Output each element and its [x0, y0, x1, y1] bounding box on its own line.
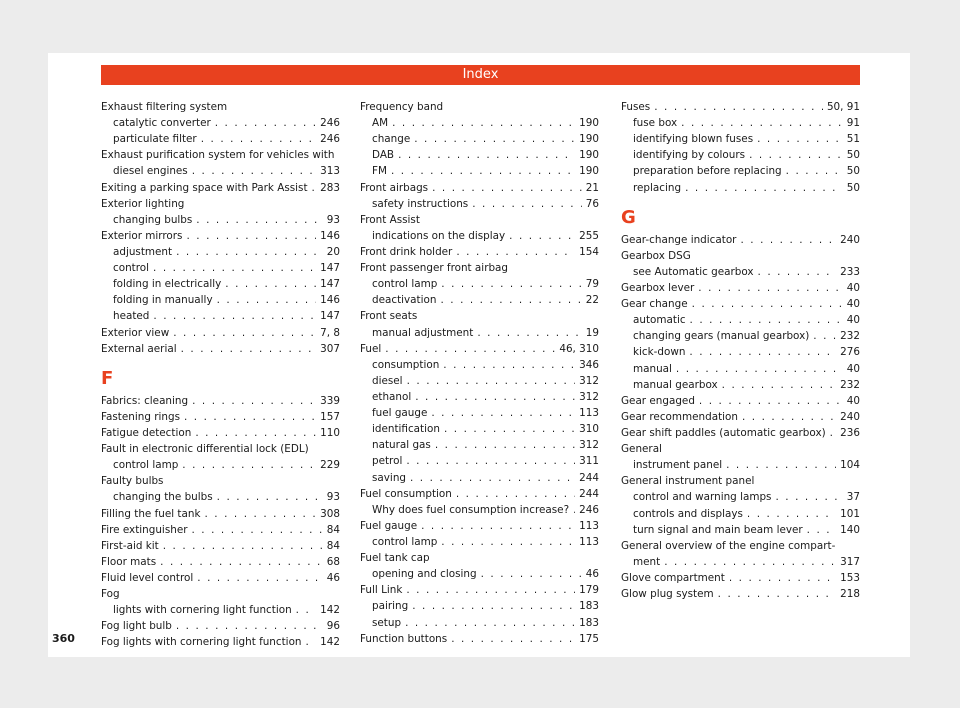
index-column-1 [101, 99, 340, 651]
index-entry: Exterior view . . . 7, 8 [101, 325, 340, 341]
index-entry: Gear change . . . 40 [621, 296, 860, 312]
index-entry: safety instructions . . . 76 [360, 196, 599, 212]
index-entry: pairing . . . 183 [360, 598, 599, 614]
index-entry: diesel . . . 312 [360, 373, 599, 389]
index-entry: changing gears (manual gearbox) . . . 232 [621, 328, 860, 344]
index-entry: control and warning lamps . . . 37 [621, 489, 860, 505]
index-entry: Fire extinguisher . . . 84 [101, 522, 340, 538]
index-entry: Exterior mirrors . . . 146 [101, 228, 340, 244]
index-entry: fuel gauge . . . 113 [360, 405, 599, 421]
index-entry: control lamp . . . 79 [360, 276, 599, 292]
index-entry: manual adjustment . . . 19 [360, 325, 599, 341]
index-entry: Fog lights with cornering light function . . . 142 [101, 634, 340, 650]
index-entry: Fuel . . . 46, 310 [360, 341, 599, 357]
index-entry: First-aid kit . . . 84 [101, 538, 340, 554]
section-letter-g: G [621, 206, 636, 228]
section-letter-f: F [101, 367, 114, 389]
index-entry: changing bulbs . . . 93 [101, 212, 340, 228]
index-entry: manual . . . 40 [621, 361, 860, 377]
index-heading: Exhaust filtering system [101, 101, 228, 113]
index-entry: Why does fuel consumption increase? . . . 246 [360, 502, 599, 518]
index-heading: Exterior lighting [101, 197, 185, 210]
index-entry: Gearbox lever . . . 40 [621, 280, 860, 296]
index-entry: see Automatic gearbox . . . 233 [621, 264, 860, 280]
index-entry: Gear engaged . . . 40 [621, 393, 860, 409]
index-entry: Gear recommendation . . . 240 [621, 409, 860, 425]
index-heading: Exhaust purification system for vehicles with [101, 149, 335, 162]
index-entry: particulate filter . . . 246 [101, 131, 340, 147]
index-entry: catalytic converter . . . 246 [101, 115, 340, 131]
index-entry: consumption . . . 346 [360, 357, 599, 373]
index-entry: turn signal and main beam lever . . . 140 [621, 522, 860, 538]
index-entry: fuse box . . . 91 [621, 115, 860, 131]
index-entry: control lamp . . . 113 [360, 534, 599, 550]
index-entry: deactivation . . . 22 [360, 292, 599, 308]
index-entry: Glove compartment . . . 153 [621, 570, 860, 586]
index-entry: External aerial . . . 307 [101, 341, 340, 357]
index-entry: instrument panel . . . 104 [621, 457, 860, 473]
index-heading: Front passenger front airbag [360, 262, 509, 275]
index-entry: changing the bulbs . . . 93 [101, 489, 340, 505]
index-entry: setup . . . 183 [360, 615, 599, 631]
index-entry: Glow plug system . . . 218 [621, 586, 860, 602]
index-entry: Fuel consumption . . . 244 [360, 486, 599, 502]
index-column-2 [360, 99, 599, 647]
page-number: 360 [52, 632, 75, 645]
index-entry: identifying blown fuses . . . 51 [621, 131, 860, 147]
index-entry: Front airbags . . . 21 [360, 180, 599, 196]
index-entry: folding in manually . . . 146 [101, 292, 340, 308]
index-entry: ment . . . 317 [621, 554, 860, 570]
index-entry: folding in electrically . . . 147 [101, 276, 340, 292]
index-heading: Fuel tank cap [360, 552, 430, 565]
index-entry: identifying by colours . . . 50 [621, 147, 860, 163]
index-entry: change . . . 190 [360, 131, 599, 147]
index-entry: Function buttons . . . 175 [360, 631, 599, 647]
index-heading: Front seats [360, 310, 418, 323]
index-heading: Fog [101, 588, 120, 601]
index-entry: replacing . . . 50 [621, 180, 860, 196]
index-entry: Gear-change indicator . . . 240 [621, 232, 860, 248]
index-entry: diesel engines . . . 313 [101, 163, 340, 179]
index-heading: General [621, 443, 662, 456]
index-entry: control lamp . . . 229 [101, 457, 340, 473]
index-entry: saving . . . 244 [360, 470, 599, 486]
index-entry: petrol . . . 311 [360, 453, 599, 469]
index-entry: Full Link . . . 179 [360, 582, 599, 598]
index-entry: Exiting a parking space with Park Assist . . . 283 [101, 180, 340, 196]
index-entry: heated . . . 147 [101, 308, 340, 324]
index-heading: Frequency band [360, 101, 444, 113]
index-entry: ethanol . . . 312 [360, 389, 599, 405]
index-column-3 [621, 99, 860, 602]
index-entry: indications on the display . . . 255 [360, 228, 599, 244]
index-entry: Fuses . . . 50, 91 [621, 99, 860, 115]
index-heading: General overview of the engine compart- [621, 539, 836, 552]
index-heading: Faulty bulbs [101, 475, 164, 488]
index-heading: Fault in electronic differential lock (EDL) [101, 443, 309, 456]
index-entry: Front drink holder . . . 154 [360, 244, 599, 260]
index-entry: Fatigue detection . . . 110 [101, 425, 340, 441]
index-entry: AM . . . 190 [360, 115, 599, 131]
index-entry: natural gas . . . 312 [360, 437, 599, 453]
index-entry: Filling the fuel tank . . . 308 [101, 506, 340, 522]
index-heading: General instrument panel [621, 475, 755, 488]
index-entry: controls and displays . . . 101 [621, 506, 860, 522]
index-entry: adjustment . . . 20 [101, 244, 340, 260]
index-entry: control . . . 147 [101, 260, 340, 276]
index-heading: Front Assist [360, 213, 420, 226]
index-entry: Gear shift paddles (automatic gearbox) . . . 236 [621, 425, 860, 441]
index-entry: Fluid level control . . . 46 [101, 570, 340, 586]
index-entry: Fabrics: cleaning . . . 339 [101, 393, 340, 409]
index-entry: preparation before replacing . . . 50 [621, 163, 860, 179]
index-entry: Fog light bulb . . . 96 [101, 618, 340, 634]
index-entry: Fuel gauge . . . 113 [360, 518, 599, 534]
index-entry: identification . . . 310 [360, 421, 599, 437]
index-entry: Floor mats . . . 68 [101, 554, 340, 570]
index-entry: manual gearbox . . . 232 [621, 377, 860, 393]
index-header-bar: Index [101, 65, 860, 85]
index-entry: kick-down . . . 276 [621, 344, 860, 360]
index-entry: DAB . . . 190 [360, 147, 599, 163]
index-heading: Gearbox DSG [621, 249, 691, 262]
index-entry: opening and closing . . . 46 [360, 566, 599, 582]
index-entry: FM . . . 190 [360, 163, 599, 179]
index-entry: Fastening rings . . . 157 [101, 409, 340, 425]
index-entry: automatic . . . 40 [621, 312, 860, 328]
index-entry: lights with cornering light function . . . 142 [101, 602, 340, 618]
